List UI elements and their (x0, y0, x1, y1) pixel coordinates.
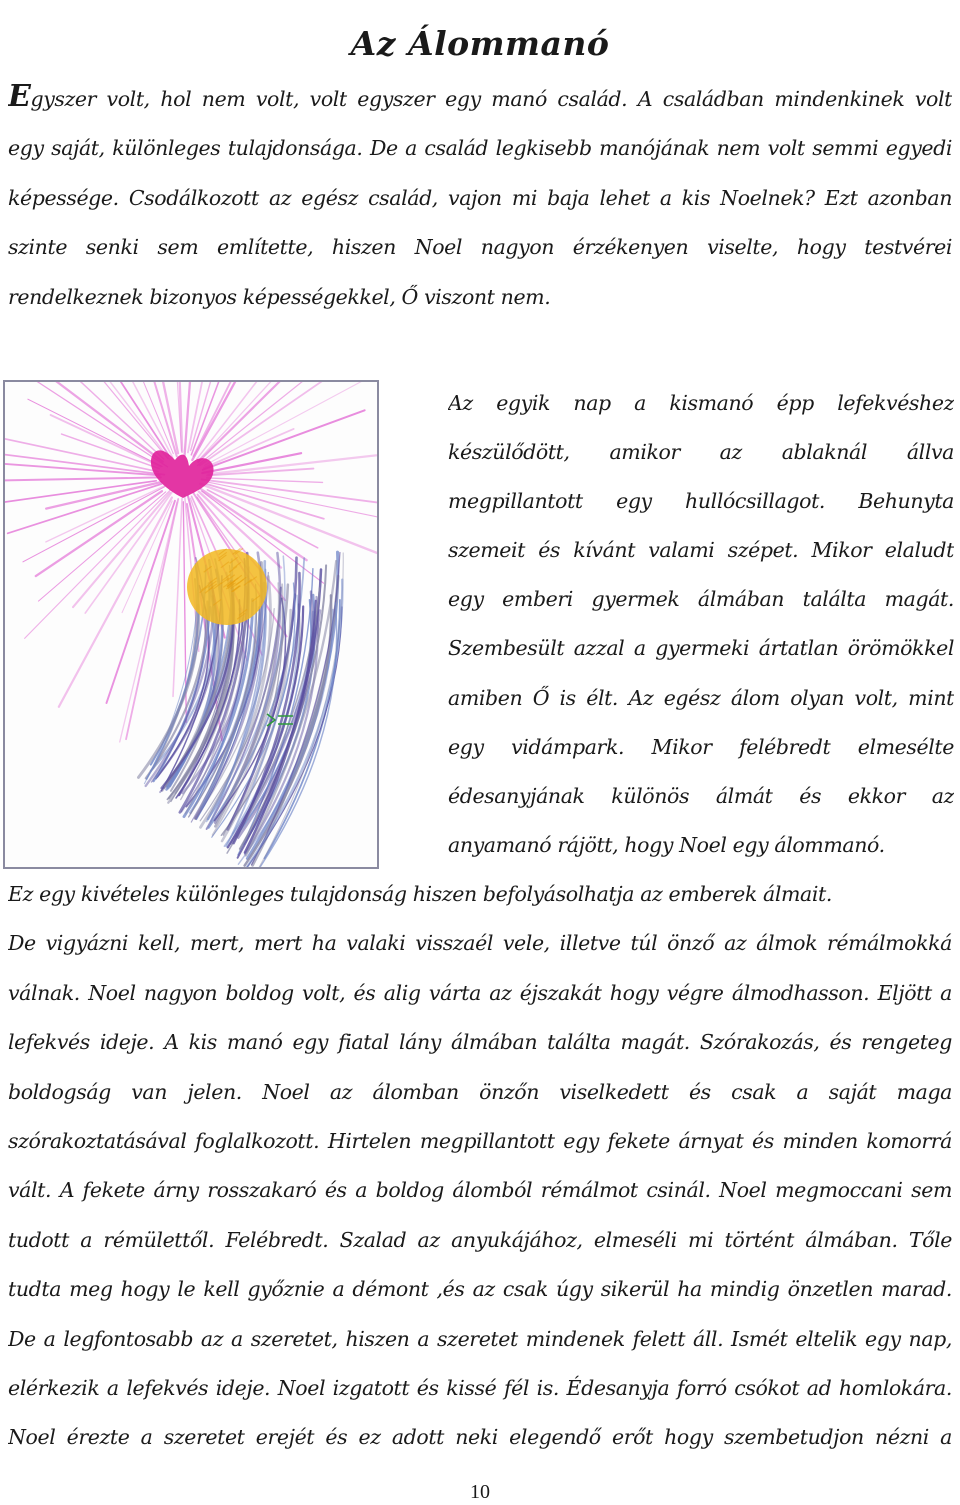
text-line: tudott a rémülettől. Felébredt. Szalad az anyukájához, elmeséli mi történt álmában. Tőle (8, 1227, 952, 1252)
text-line: lefekvés ideje. A kis manó egy fiatal lány álmában találta magát. Szórakozás, és rengeteg (8, 1030, 952, 1055)
drop-cap: E (8, 79, 31, 114)
text-line: amiben Ő is élt. Az egész álom olyan volt, mint (448, 685, 954, 710)
text-line: szórakoztatásával foglalkozott. Hirtelen megpillantott egy fekete árnyat és minden komorrá (8, 1129, 952, 1154)
paragraph-dream (8, 870, 952, 1463)
ray-stroke (193, 382, 276, 456)
ray-stroke (120, 502, 177, 742)
text-line: Az egyik nap a kismanó épp lefekvéshez (448, 391, 954, 415)
ray-stroke (173, 499, 182, 697)
crayon-illustration (5, 382, 377, 867)
ray-stroke (25, 490, 171, 638)
ray-stroke (207, 484, 324, 519)
ray-stroke (122, 501, 172, 613)
ray-stroke (75, 382, 169, 456)
text-line: vált. A fekete árny rosszakaró és a boldog álomból rémálmot csinál. Noel megmoccani sem (8, 1178, 952, 1203)
text-line: válnak. Noel nagyon boldog volt, és alig várta az éjszakát hogy végre álmodhasson. Eljött a (8, 980, 952, 1005)
star-glow-body (187, 549, 267, 625)
text-line: elérkezik a lefekvés ideje. Noel izgatott és kissé fél is. Édesanyja forró csókot ad homlokára. (8, 1376, 952, 1401)
text-line: szemeit és kívánt valami szépet. Mikor elaludt (448, 538, 954, 563)
text-line: Noel érezte a szeretet erejét és ez adott neki elegendő erőt hogy szembetudjon nézni a (8, 1425, 952, 1450)
text-line: egy saját, különleges tulajdonsága. De a család legkisebb manójának nem volt semmi egyedi (8, 136, 952, 161)
ray-stroke (27, 382, 167, 467)
text-line: készülődött, amikor az ablaknál állva (448, 440, 954, 465)
ray-stroke (208, 453, 377, 474)
text-line: Ez egy kivételes különleges tulajdonság hiszen befolyásolhatja az emberek álmait. (8, 882, 832, 906)
shooting-star-drawing (3, 380, 379, 869)
text-line: képessége. Csodálkozott az egész család, vajon mi baja lehet a kis Noelnek? Ezt azonban (8, 185, 952, 210)
text-line: boldogság van jelen. Noel az álomban önzőn viselkedett és csak a saját maga (8, 1079, 952, 1104)
page-title: Az Álommanó (350, 24, 610, 64)
text-line-content: gyszer volt, hol nem volt, volt egyszer egy manó család. A családban mindenkinek volt (30, 87, 952, 111)
text-line: Szembesült azzal a gyermeki ártatlan örömökkel (448, 636, 954, 661)
text-line: megpillantott egy hullócsillagot. Behunyta (448, 489, 954, 514)
text-line: anyamanó rájött, hogy Noel egy álommanó. (448, 832, 885, 857)
ray-stroke (5, 477, 161, 480)
text-line: tudta meg hogy le kell győznie a démont ,és az csak úgy sikerül ha mindig önzetlen marad. (8, 1277, 952, 1302)
text-line: szinte senki sem említette, hiszen Noel nagyon érzékenyen viselte, hogy testvérei (8, 235, 952, 260)
ray-stroke (85, 492, 172, 613)
page-number: 10 (470, 1481, 490, 1503)
text-line: egy vidámpark. Mikor felébredt elmesélte (448, 734, 954, 759)
text-line: rendelkeznek bizonyos képességekkel, Ő viszont nem. (8, 284, 551, 309)
paragraph-shooting-star (448, 379, 954, 870)
ray-stroke (128, 382, 178, 453)
ray-stroke (5, 456, 160, 475)
text-line: édesanyjának különös álmát és ekkor az (448, 783, 954, 808)
yellow-star-glow (187, 548, 267, 625)
ray-stroke (204, 429, 294, 468)
text-line: De vigyázni kell, mert, mert ha valaki visszaél vele, illetve túl önző az álmok rémálmokká (8, 931, 952, 956)
ray-stroke (5, 481, 156, 510)
text-line: egy emberi gyermek álmában találta magát. (448, 587, 954, 612)
paragraph-intro (8, 72, 952, 322)
ray-stroke (200, 382, 355, 465)
text-line: De a legfontosabb az a szeretet, hiszen a szeretet mindenek felett áll. Ismét eltelik egy nap, (8, 1326, 952, 1351)
text-line (8, 72, 952, 124)
